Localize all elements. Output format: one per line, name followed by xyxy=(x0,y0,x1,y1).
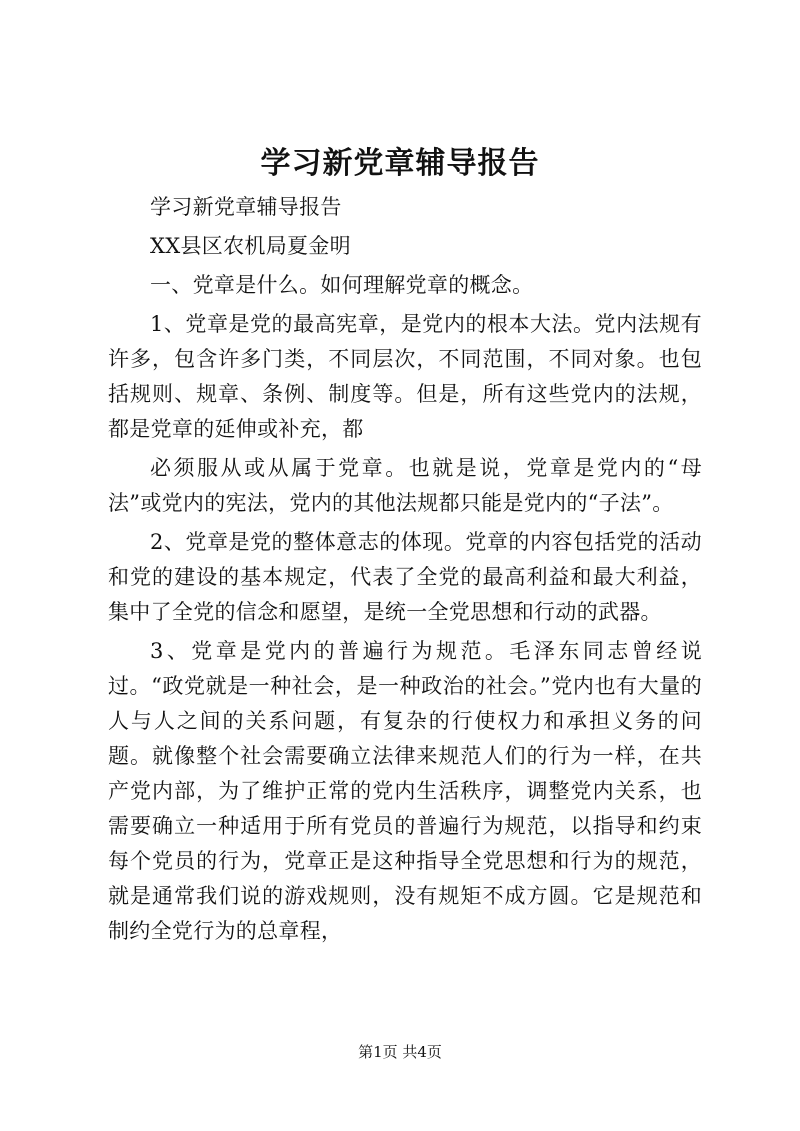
paragraph-section-heading: 一、党章是什么。如何理解党章的概念。 xyxy=(150,273,534,297)
document-title: 学习新党章辅导报告 xyxy=(260,146,540,181)
page-footer: 第1页 共4页 xyxy=(358,1043,442,1061)
document-body xyxy=(108,190,702,953)
paragraph-2: 2、党章是党的整体意志的体现。党章的内容包括党的活动和党的建设的基本规定，代表了全党的最高利益和最大利益，集中了全党的信念和愿望，是统一全党思想和行动的武器。 xyxy=(108,530,702,624)
paragraph-3: 3、党章是党内的普遍行为规范。毛泽东同志曾经说过。“政党就是一种社会，是一种政治的社会。”党内也有大量的人与人之间的关系问题，有复杂的行使权力和承担义务的问题。就像整个社会需要确立法律来规范人们的行为一样，在共产党内部，为了维护正常的党内生活秩序，调整党内关系，也需要确立一种适用于所有党员的普遍行为规范，以指导和约束每个党员的行为，党章正是这种指导全党思想和行为的规范，就是通常我们说的游戏规则，没有规矩不成方圆。它是规范和制约全党行为的总章程， xyxy=(108,639,702,943)
paragraph-1: 1、党章是党的最高宪章，是党内的根本大法。党内法规有许多，包含许多门类，不同层次，不同范围，不同对象。也包括规则、规章、条例、制度等。但是，所有这些党内的法规，都是党章的延伸或补充，都 xyxy=(108,312,702,441)
paragraph-1-continuation: 必须服从或从属于党章。也就是说，党章是党内的“母法”或党内的宪法，党内的其他法规都只能是党内的“子法”。 xyxy=(108,456,702,515)
paragraph-subtitle: 学习新党章辅导报告 xyxy=(150,195,342,219)
paragraph-author: XX县区农机局夏金明 xyxy=(150,234,351,258)
